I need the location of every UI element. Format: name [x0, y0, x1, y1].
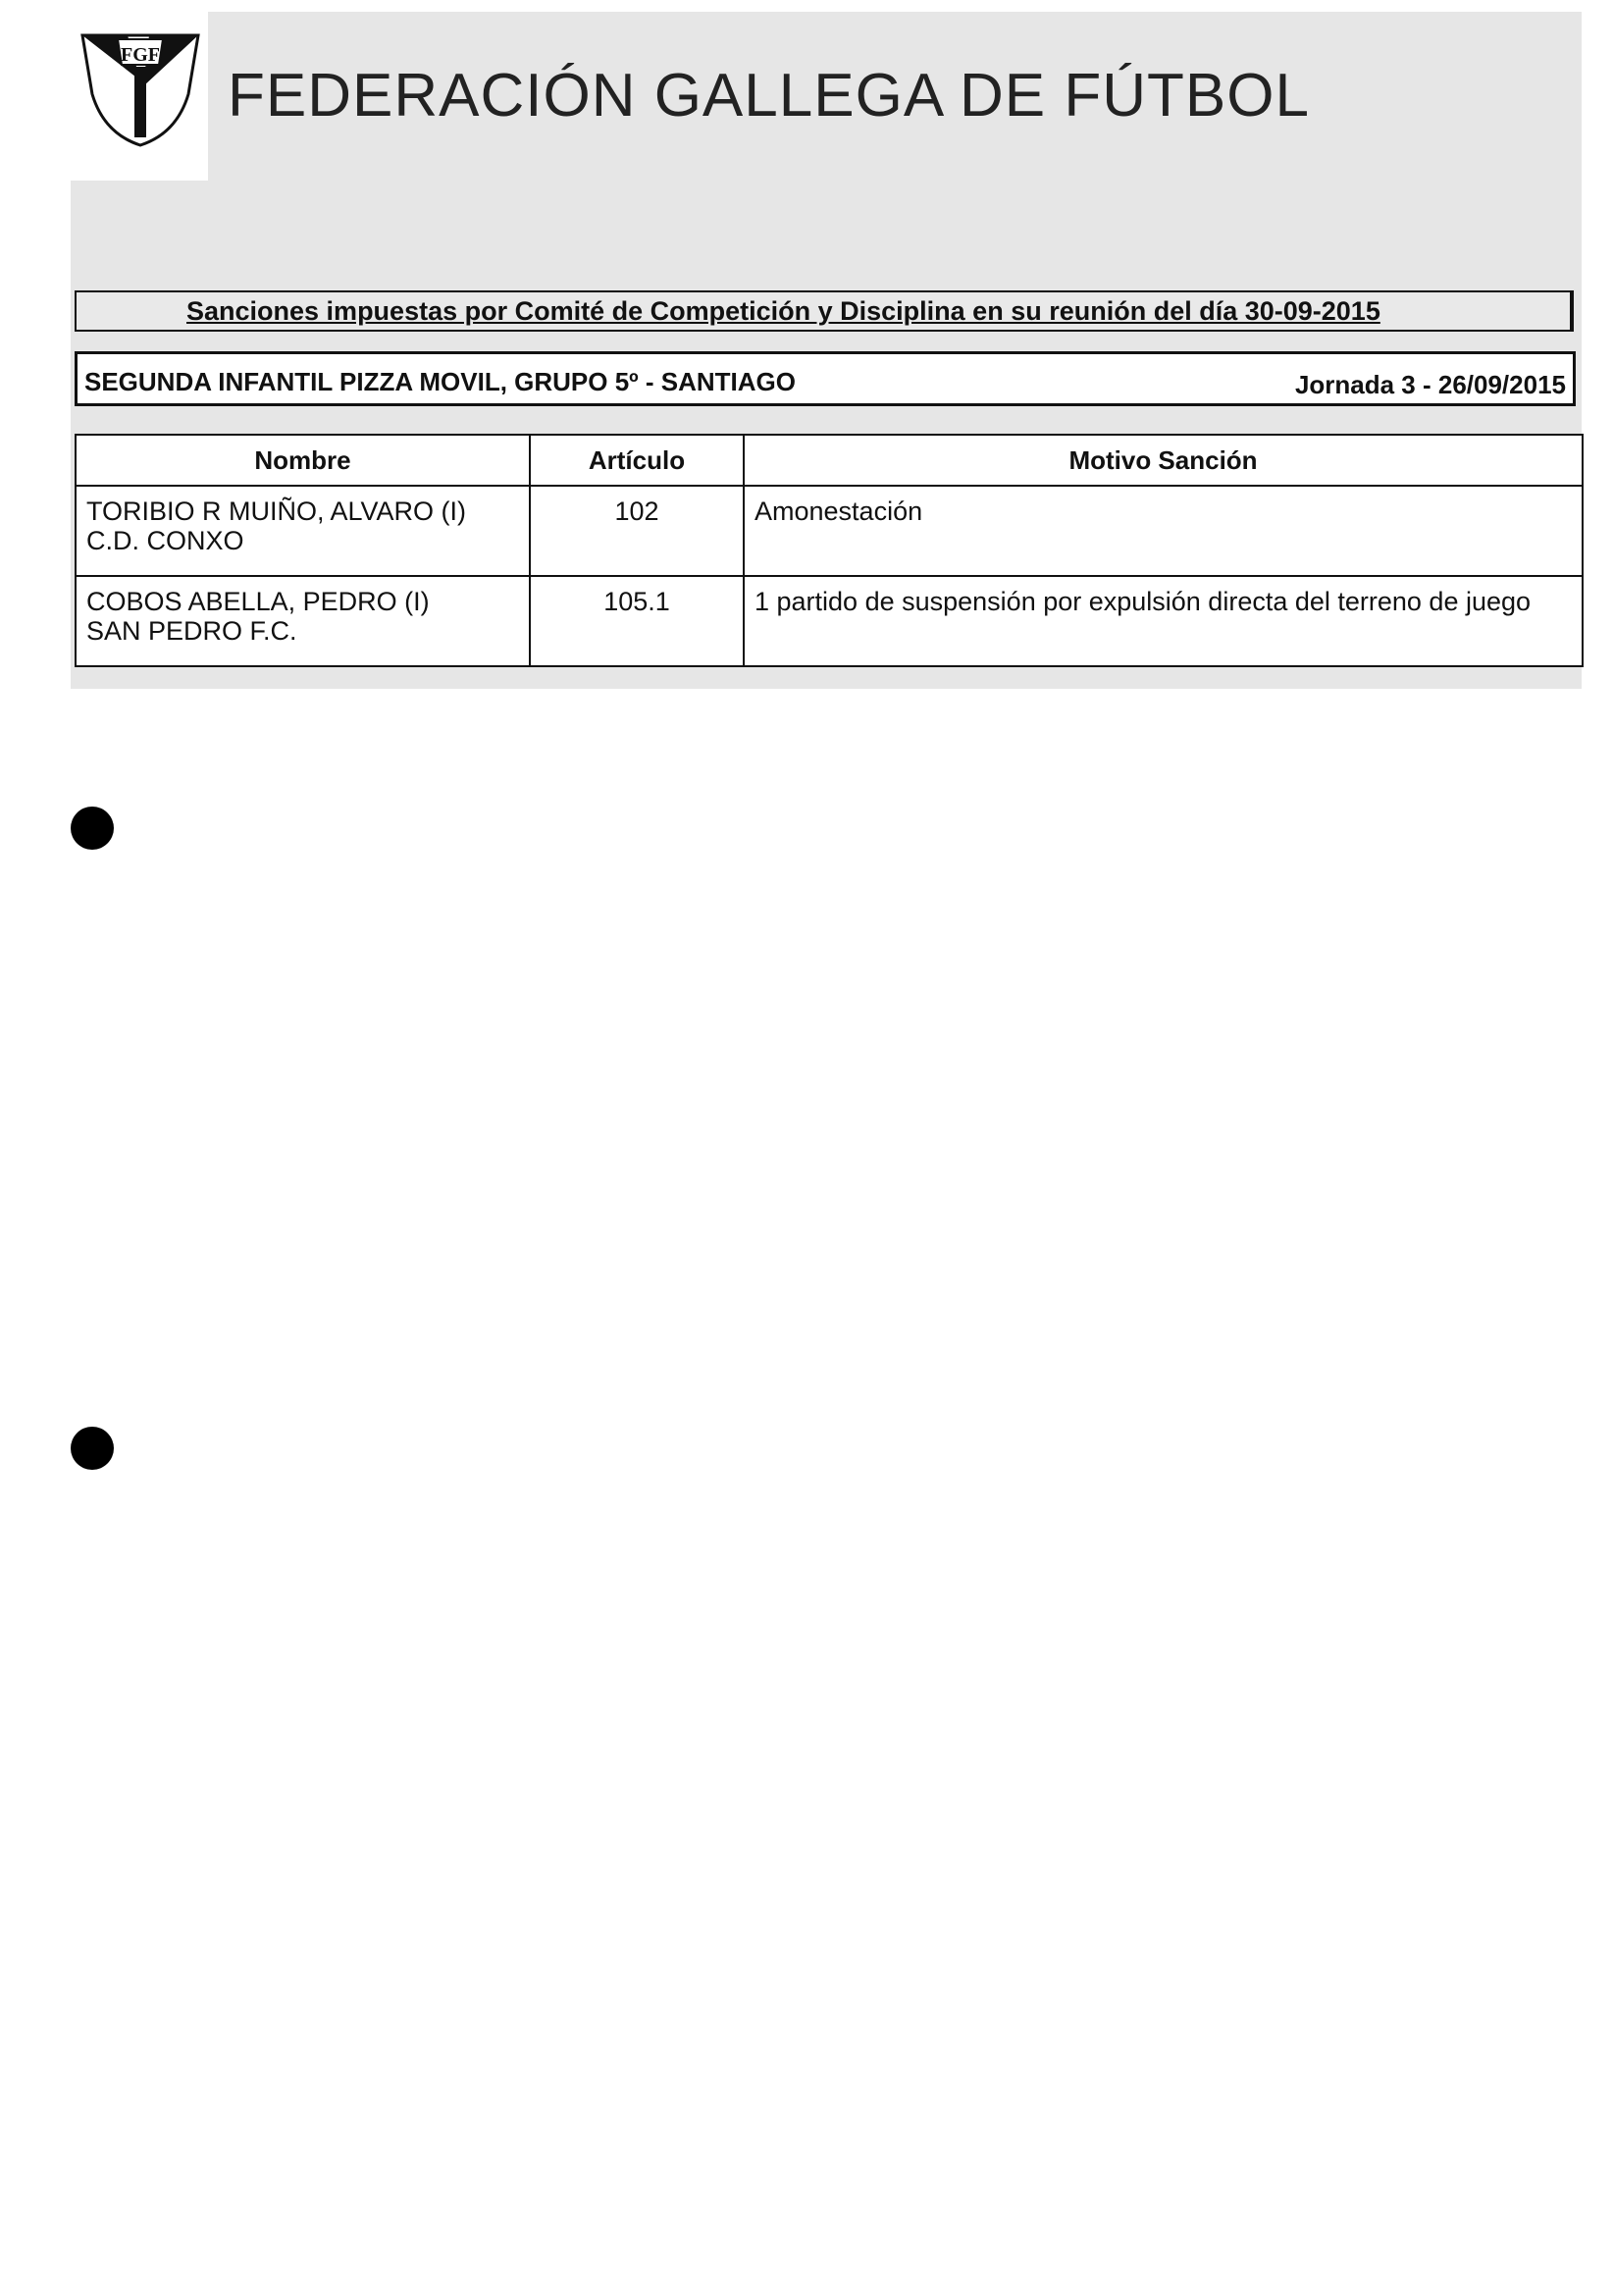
article-cell: 102 [530, 486, 744, 576]
player-cell [76, 486, 530, 576]
player-name: TORIBIO R MUIÑO, ALVARO (I) [86, 496, 467, 526]
table-row [76, 576, 1583, 666]
article-cell: 105.1 [530, 576, 744, 666]
reason-cell: Amonestación [744, 486, 1583, 576]
player-name: COBOS ABELLA, PEDRO (I) [86, 587, 430, 616]
logo-lettering: FGF [121, 44, 160, 66]
column-header-article: Artículo [530, 435, 744, 486]
federation-logo [78, 22, 202, 149]
sanctions-banner-text: Sanciones impuestas por Comité de Competición y Disciplina en su reunión del día 30-09-2015 [186, 296, 1380, 326]
punch-hole-bottom [71, 1427, 114, 1470]
club-name: SAN PEDRO F.C. [86, 616, 297, 646]
page-title: FEDERACIÓN GALLEGA DE FÚTBOL [228, 62, 1310, 130]
competition-jornada: Jornada 3 - 26/09/2015 [1294, 370, 1566, 399]
sanctions-table [75, 434, 1584, 667]
punch-hole-top [71, 807, 114, 850]
player-cell [76, 576, 530, 666]
club-name: C.D. CONXO [86, 526, 244, 555]
table-header-row [76, 435, 1583, 486]
table-row [76, 486, 1583, 576]
column-header-name: Nombre [76, 435, 530, 486]
reason-cell: 1 partido de suspensión por expulsión directa del terreno de juego [744, 576, 1583, 666]
competition-name: SEGUNDA INFANTIL PIZZA MOVIL, GRUPO 5º - SANTIAGO [84, 367, 797, 396]
column-header-reason: Motivo Sanción [744, 435, 1583, 486]
